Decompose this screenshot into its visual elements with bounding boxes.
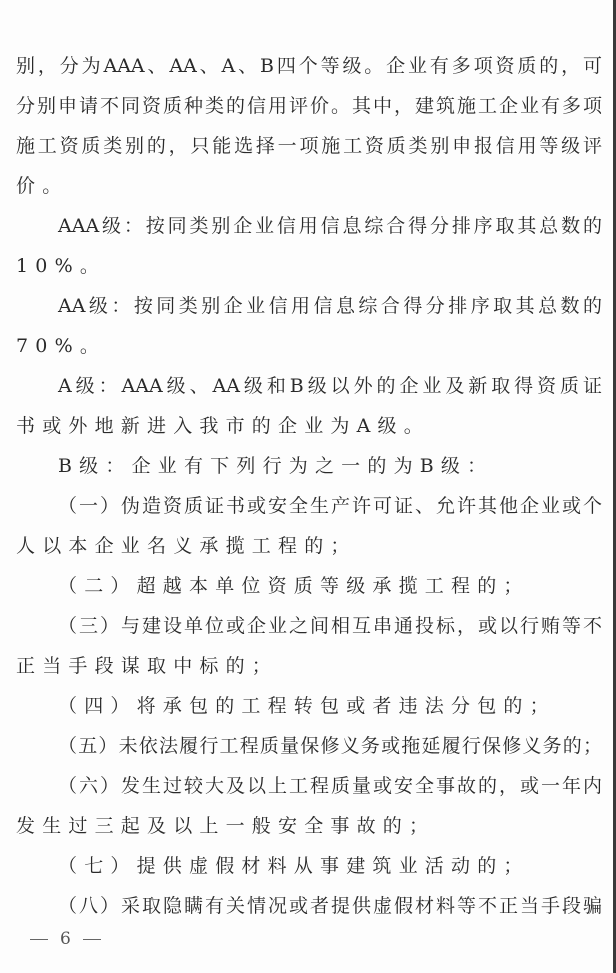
list-item-7: （七）提供虚假材料从事建筑业活动的； (58, 855, 530, 877)
list-item-3: （三）与建设单位或企业之间相互串通投标，或以行贿等不 (58, 615, 602, 637)
footer-dash-right (83, 939, 101, 940)
footer-dash-left (30, 939, 48, 940)
list-item-8: （八）采取隐瞒有关情况或者提供虚假材料等不正当手段骗 (58, 895, 602, 917)
grade-a-line-cont: 书或外地新进入我市的企业为A级。 (16, 415, 430, 437)
grade-aa-line: AA级：按同类别企业信用信息综合得分排序取其总数的 (58, 295, 602, 317)
grade-aa-percent: 70%。 (16, 335, 107, 357)
document-body (16, 46, 602, 926)
grade-aaa-percent: 10%。 (16, 255, 107, 277)
list-item-1-cont: 人以本企业名义承揽工程的； (16, 535, 357, 557)
paragraph-line: 施工资质类别的，只能选择一项施工资质类别申报信用等级评 (16, 135, 602, 157)
grade-a-line: A级：AAA级、AA级和B级以外的企业及新取得资质证 (58, 375, 602, 397)
page-footer (30, 927, 101, 951)
paragraph-line: 分别申请不同资质种类的信用评价。其中，建筑施工企业有多项 (16, 95, 602, 117)
list-item-6-cont: 发生过三起及以上一般安全事故的； (16, 815, 436, 837)
list-item-2: （二）超越本单位资质等级承揽工程的； (58, 575, 530, 597)
paragraph-line: 别，分为AAA、AA、A、B四个等级。企业有多项资质的，可 (16, 55, 602, 77)
grade-b-heading: B级：企业有下列行为之一的为B级： (58, 455, 494, 477)
grade-aaa-line: AAA级：按同类别企业信用信息综合得分排序取其总数的 (58, 215, 602, 237)
list-item-3-cont: 正当手段谋取中标的； (16, 655, 279, 677)
list-item-1: （一）伪造资质证书或安全生产许可证、允许其他企业或个 (58, 495, 602, 517)
paragraph-line: 价。 (16, 175, 69, 197)
page-number: 6 (60, 929, 71, 949)
list-item-5: （五）未依法履行工程质量保修义务或拖延履行保修义务的； (58, 735, 602, 757)
list-item-4: （四）将承包的工程转包或者违法分包的； (58, 695, 556, 717)
list-item-6: （六）发生过较大及以上工程质量或安全事故的，或一年内 (58, 775, 602, 797)
